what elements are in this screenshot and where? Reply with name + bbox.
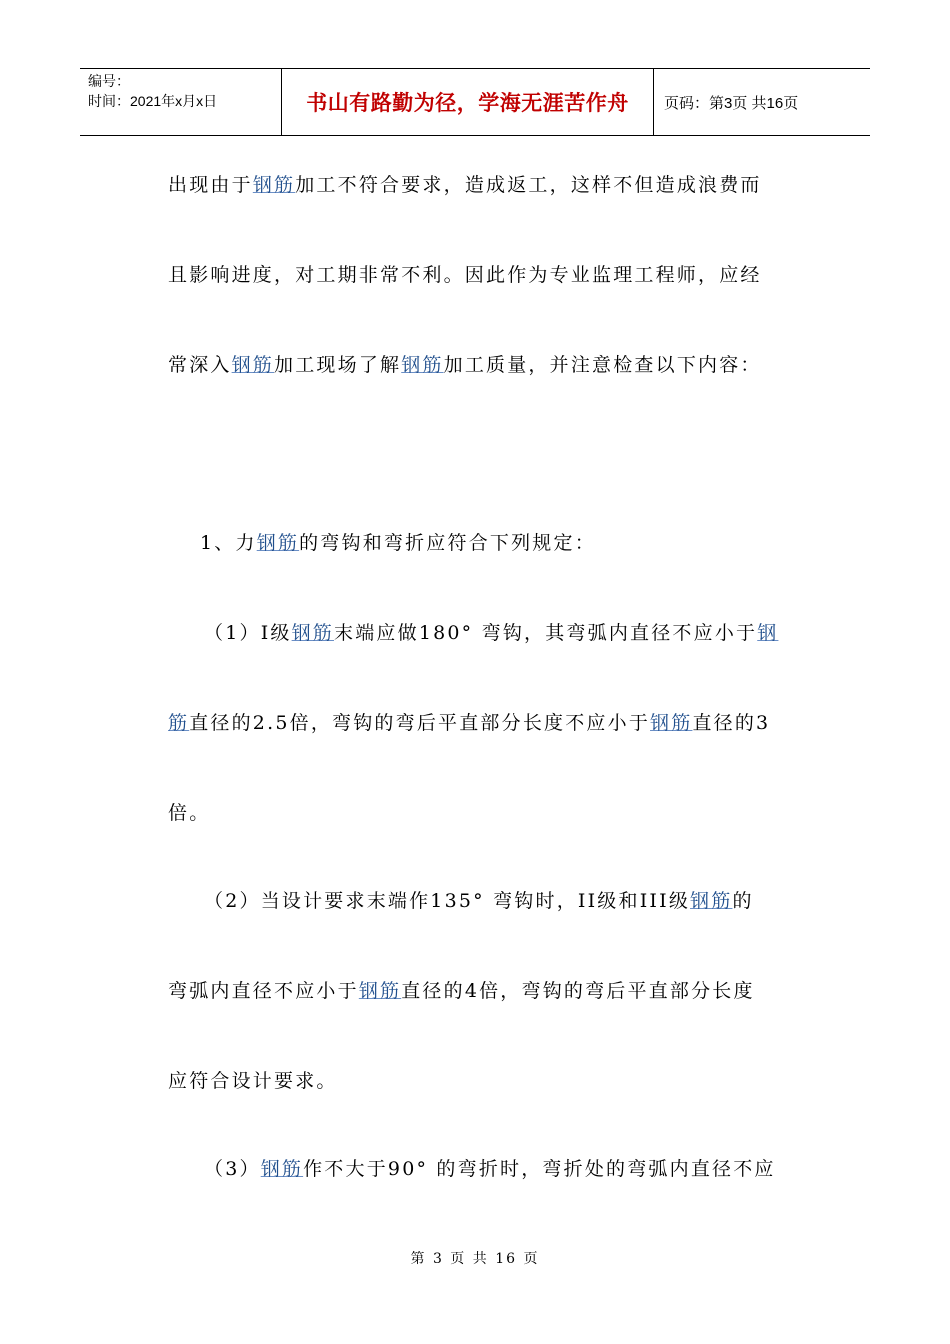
- document-number-label: 编号：: [88, 73, 130, 89]
- header-page-number: 页码：第3页 共16页: [664, 94, 799, 112]
- document-header: [80, 68, 870, 136]
- keyword-link[interactable]: 钢筋: [231, 354, 275, 376]
- body-line: 倍。: [168, 802, 211, 824]
- keyword-link[interactable]: 钢筋: [690, 890, 733, 912]
- keyword-link[interactable]: 筋: [168, 712, 190, 734]
- body-line: 应符合设计要求。: [168, 1070, 338, 1092]
- page-footer: 第 3 页 共 16 页: [410, 1251, 540, 1267]
- body-line: 常深入钢筋加工现场了解钢筋加工质量，并注意检查以下内容：: [168, 354, 762, 376]
- section-heading: 1、力钢筋的弯钩和弯折应符合下列规定：: [200, 532, 596, 554]
- keyword-link[interactable]: 钢筋: [260, 1158, 304, 1180]
- body-line: 且影响进度，对工期非常不利。因此作为专业监理工程师，应经: [168, 264, 762, 286]
- body-line: （3）钢筋作不大于90° 的弯折时，弯折处的弯弧内直径不应: [204, 1158, 776, 1180]
- keyword-link[interactable]: 钢筋: [401, 354, 444, 376]
- body-line: 出现由于钢筋加工不符合要求，造成返工，这样不但造成浪费而: [168, 174, 762, 196]
- body-line: （2）当设计要求末端作135° 弯钩时，II级和III级钢筋的: [204, 890, 754, 912]
- body-line: 弯弧内直径不应小于钢筋直径的4倍，弯钩的弯后平直部分长度: [168, 980, 755, 1002]
- keyword-link[interactable]: 钢: [757, 622, 779, 644]
- body-line: 筋直径的2.5倍，弯钩的弯后平直部分长度不应小于钢筋直径的3: [168, 712, 771, 734]
- keyword-link[interactable]: 钢筋: [650, 712, 693, 734]
- keyword-link[interactable]: 钢筋: [358, 980, 402, 1002]
- document-date: 时间：2021年x月x日: [88, 93, 218, 109]
- header-motto: 书山有路勤为径，学海无涯苦作舟: [282, 69, 654, 135]
- body-line: （1）I级钢筋末端应做180° 弯钩，其弯弧内直径不应小于钢: [204, 622, 779, 644]
- keyword-link[interactable]: 钢筋: [291, 622, 335, 644]
- header-meta-cell: [80, 69, 282, 135]
- keyword-link[interactable]: 钢筋: [252, 174, 296, 196]
- keyword-link[interactable]: 钢筋: [256, 532, 300, 554]
